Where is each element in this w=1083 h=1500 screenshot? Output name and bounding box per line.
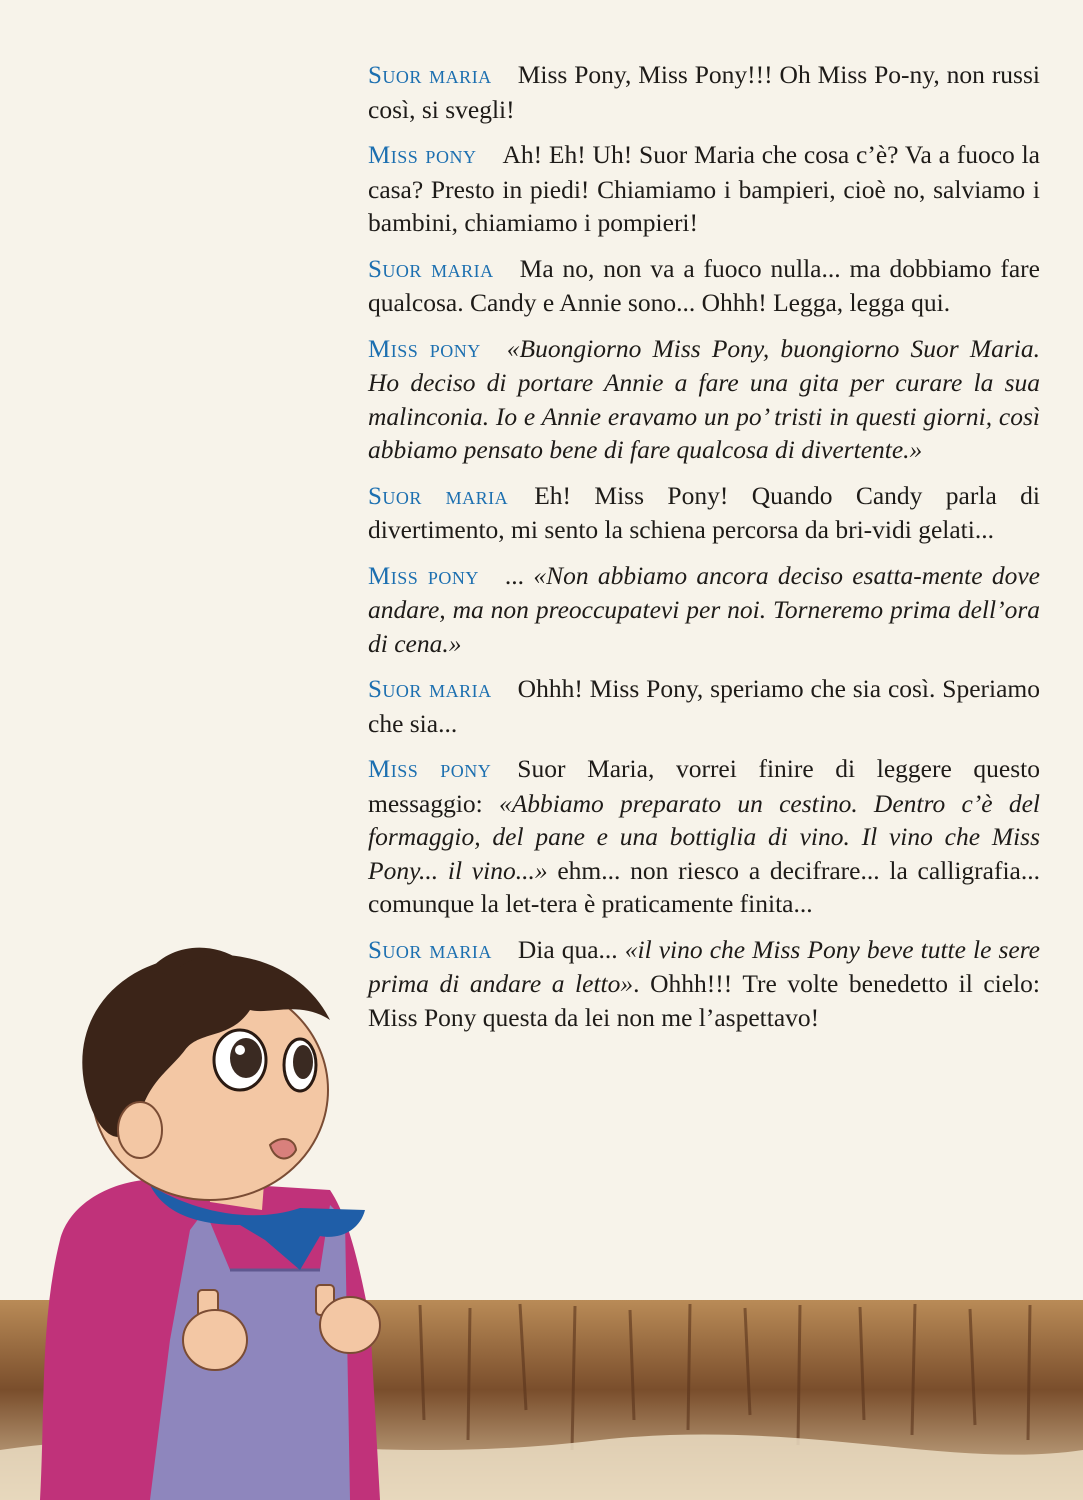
speaker-name: Miss pony	[368, 756, 492, 783]
dialogue-line: Suor Maria, vorrei finire di leggere questo messaggio:	[368, 754, 1040, 818]
speaker-name: Suor maria	[368, 482, 509, 510]
dialogue-paragraph	[368, 672, 1040, 740]
speaker-name: Suor maria	[368, 255, 494, 283]
speaker-name: Suor maria	[368, 936, 492, 964]
dialogue-paragraph	[368, 332, 1040, 467]
dialogue-line: Dia qua...	[517, 934, 625, 964]
quoted-letter-text: «il vino che Miss Pony beve tutte le sere prima di andare a letto»	[368, 934, 1040, 998]
dialogue-line: . Ohhh!!! Tre volte benedetto il cielo: Miss Pony questa da lei non me l’aspettavo!	[368, 969, 1040, 1032]
dialogue-paragraph	[368, 479, 1040, 547]
dialogue-paragraph	[368, 559, 1040, 661]
dialogue-line: Ohhh! Miss Pony, speriamo che sia così. Speriamo che sia...	[368, 674, 1040, 738]
dialogue-line: ...	[504, 560, 534, 590]
child-illustration	[0, 940, 1083, 1500]
dialogue-paragraph	[368, 752, 1040, 921]
dialogue-line: Ah! Eh! Uh! Suor Maria che cosa c’è? Va a fuoco la casa? Presto in piedi! Chiamiamo i bampieri, cioè no, salviamo i bambini, chiamiamo i pompieri!	[368, 140, 1040, 237]
dialogue-paragraph	[368, 252, 1040, 320]
dialogue-line: ehm... non riesco a decifrare... la calligrafia... comunque la let-tera è praticamente finita...	[368, 855, 1041, 918]
speaker-name: Suor maria	[368, 62, 492, 89]
dialogue-paragraph	[368, 58, 1040, 126]
speaker-name: Miss pony	[368, 335, 481, 363]
dialogue-text	[368, 58, 1040, 1046]
dialogue-paragraph	[368, 138, 1040, 240]
dialogue-line: Miss Pony, Miss Pony!!! Oh Miss Po-ny, non russi così, si svegli!	[368, 60, 1040, 124]
speaker-name: Suor maria	[368, 676, 492, 703]
quoted-letter-text: «Abbiamo preparato un cestino. Dentro c’è del formaggio, del pane e una bottiglia di vino. Il vino che Miss Pony... il vino...»	[368, 788, 1040, 885]
speaker-name: Miss pony	[368, 562, 479, 590]
quoted-letter-text: «Non abbiamo ancora deciso esatta-mente dove andare, ma non preoccupatevi per noi. Torneremo prima dell’ora di cena.»	[368, 560, 1040, 658]
quoted-letter-text: «Buongiorno Miss Pony, buongiorno Suor Maria. Ho deciso di portare Annie a fare una gita per curare la sua malinconia. Io e Annie eravamo un po’ tristi in questi giorni, così abbiamo pensato bene di fare qualcosa di divertente.»	[368, 333, 1040, 464]
dialogue-line: Eh! Miss Pony! Quando Candy parla di divertimento, mi sento la schiena percorsa da bri-vidi gelati...	[368, 480, 1040, 544]
dialogue-line: Ma no, non va a fuoco nulla... ma dobbiamo fare qualcosa. Candy e Annie sono... Ohhh! Legga, legga qui.	[368, 253, 1040, 317]
speaker-name: Miss pony	[368, 142, 477, 169]
